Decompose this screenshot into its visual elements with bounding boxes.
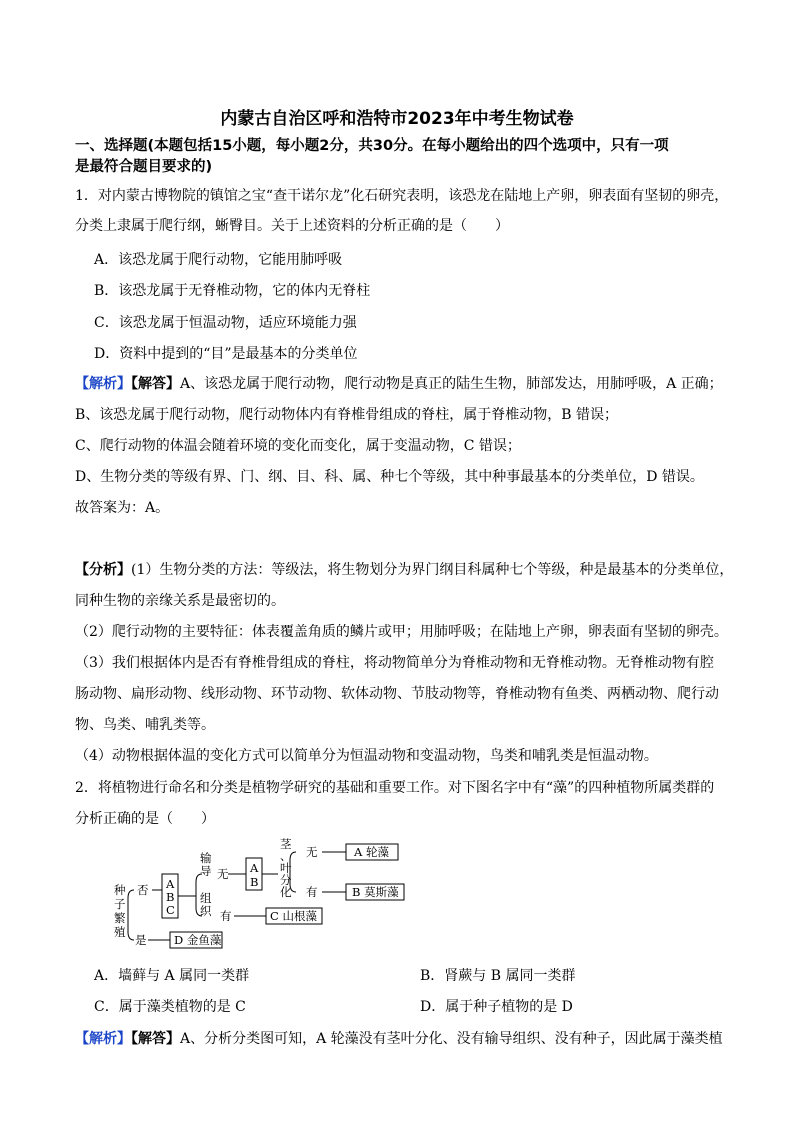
box-b-label: B 莫斯藻 xyxy=(352,885,399,899)
label-transport-4: 织 xyxy=(200,904,212,918)
q1-option-d: D．资料中提到的“目”是最基本的分类单位 xyxy=(94,346,358,362)
label-no-2: 无 xyxy=(217,867,229,881)
q1-analysis-text-1: (1）生物分类的方法：等级法，将生物划分为界门纲目科属种七个等级，种是最基本的分类单位， xyxy=(131,562,734,578)
q2-option-d: D．属于种子植物的是 D xyxy=(420,999,573,1015)
q2-stem-line-1: 2．将植物进行命名和分类是植物学研究的基础和重要工作。对下图名字中有“藻”的四种植物所属类群的 xyxy=(75,780,715,796)
label-yes-1: 是 xyxy=(135,933,147,947)
q1-explain-line-5: 故答案为：A。 xyxy=(75,500,170,516)
q1-explain-tag: 【解析】 xyxy=(75,376,131,392)
label-ab-b: B xyxy=(250,875,259,889)
q2-option-a: A．墙藓与 A 属同一类群 xyxy=(94,968,250,984)
label-stemleaf-1: 茎 xyxy=(280,838,292,851)
section-heading xyxy=(75,136,775,178)
label-stemleaf-2: 、 xyxy=(280,849,292,863)
section-heading-line-2: 是最符合题目要求的) xyxy=(75,159,213,175)
q1-option-c: C．该恐龙属于恒温动物，适应环境能力强 xyxy=(94,315,357,331)
label-abc-b: B xyxy=(166,890,175,904)
label-transport-2: 导 xyxy=(200,864,212,878)
box-d-label: D 金鱼藻 xyxy=(174,933,222,947)
label-seed-4: 殖 xyxy=(114,925,126,939)
q1-explain-line-4: D、生物分类的等级有界、门、纲、目、科、属、种七个等级，其中种事最基本的分类单位，D 错误。 xyxy=(75,469,704,485)
label-stemleaf-5: 化 xyxy=(280,885,292,899)
q1-analysis-line-7: （4）动物根据体温的变化方式可以简单分为恒温动物和变温动物，鸟类和哺乳类是恒温动物。 xyxy=(75,748,658,764)
q1-analysis-line-6: 物、鸟类、哺乳类等。 xyxy=(75,717,215,733)
q1-option-b: B．该恐龙属于无脊椎动物，它的体内无脊柱 xyxy=(94,283,371,299)
box-c-label: C 山根藻 xyxy=(270,909,317,923)
label-ab-a: A xyxy=(250,861,259,875)
q2-option-c: C．属于藻类植物的是 C xyxy=(94,999,246,1015)
q1-answer-tag: 【解答】 xyxy=(131,376,180,392)
label-no-3: 无 xyxy=(306,845,318,859)
box-a-label: A 轮藻 xyxy=(354,845,389,859)
q2-explain-line-1 xyxy=(75,1029,723,1049)
q1-explain-line-2: B、该恐龙属于爬行动物，爬行动物体内有脊椎骨组成的脊柱，属于脊椎动物，B 错误； xyxy=(75,407,619,423)
q1-analysis-line-1 xyxy=(75,560,733,580)
q2-explain-text-1: A、分析分类图可知，A 轮藻没有茎叶分化、没有输导组织、没有种子，因此属于藻类植 xyxy=(180,1031,723,1047)
label-seed-1: 种 xyxy=(114,883,126,897)
page-title: 内蒙古自治区呼和浩特市2023年中考生物试卷 xyxy=(220,109,574,129)
q2-answer-tag: 【解答】 xyxy=(131,1031,180,1047)
q2-explain-tag: 【解析】 xyxy=(75,1031,131,1047)
label-have-2: 有 xyxy=(220,909,232,923)
q2-option-b: B．肾蕨与 B 属同一类群 xyxy=(420,968,576,984)
section-heading-line-1: 一、选择题(本题包括15小题，每小题2分，共30分。在每小题给出的四个选项中，只有一项 xyxy=(75,138,669,154)
q1-analysis-line-2: 同种生物的亲缘关系是最密切的。 xyxy=(75,593,285,609)
label-abc-c: C xyxy=(166,903,175,917)
q1-analysis-line-5: 肠动物、扁形动物、线形动物、环节动物、软体动物、节肢动物等，脊椎动物有鱼类、两栖动物、爬行动 xyxy=(75,686,719,702)
label-transport-3: 组 xyxy=(200,891,212,905)
label-no-1: 否 xyxy=(137,883,149,897)
q1-stem-line-2: 分类上隶属于爬行纲，蜥臀目。关于上述资料的分析正确的是（ ） xyxy=(75,218,509,234)
q1-analysis-line-3: （2）爬行动物的主要特征：体表覆盖角质的鳞片或甲；用肺呼吸；在陆地上产卵，卵表面有坚韧的卵壳。 xyxy=(75,624,728,640)
q1-option-a: A．该恐龙属于爬行动物，它能用肺呼吸 xyxy=(94,252,343,268)
q1-explain-line-3: C、爬行动物的体温会随着环境的变化而变化，属于变温动物，C 错误； xyxy=(75,438,521,454)
q1-explain-text-1: A、该恐龙属于爬行动物，爬行动物是真正的陆生生物，肺部发达，用肺呼吸，A 正确； xyxy=(180,376,723,392)
bracket-seed xyxy=(128,890,134,940)
label-seed-3: 繁 xyxy=(114,911,126,925)
q1-stem-line-1: 1．对内蒙古博物院的镇馆之宝“查干诺尔龙”化石研究表明，该恐龙在陆地上产卵，卵表面有坚韧的卵壳， xyxy=(75,188,729,204)
q1-analysis-tag: 【分析】 xyxy=(75,562,131,578)
q2-stem-line-2: 分析正确的是（ ） xyxy=(75,811,215,827)
label-abc-a: A xyxy=(166,877,175,891)
label-stemleaf-3: 叶 xyxy=(280,861,292,875)
q1-explain-line-1 xyxy=(75,374,723,394)
label-seed-2: 子 xyxy=(114,897,126,911)
classification-diagram xyxy=(110,838,440,954)
label-have-3: 有 xyxy=(306,885,318,899)
q1-analysis-line-4: （3）我们根据体内是否有脊椎骨组成的脊柱，将动物简单分为脊椎动物和无脊椎动物。无脊椎动物有腔 xyxy=(75,655,714,671)
label-transport-1: 输 xyxy=(200,851,212,865)
label-stemleaf-4: 分 xyxy=(280,873,292,887)
